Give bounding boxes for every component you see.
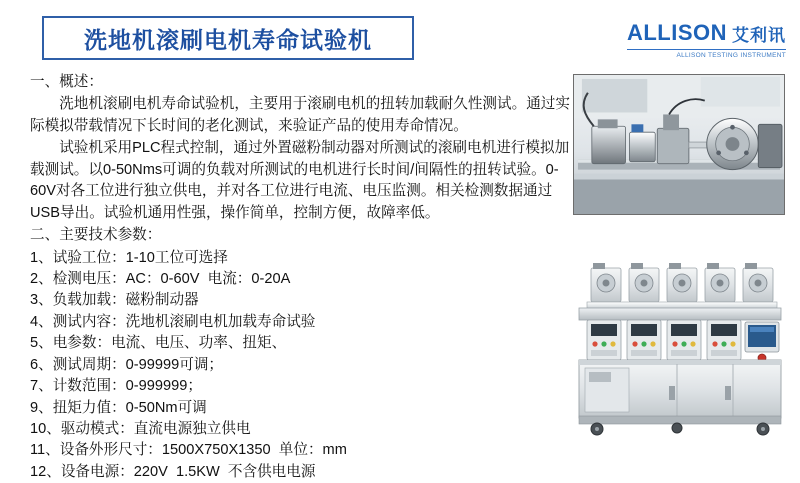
logo-chinese-name: 艾利讯: [732, 27, 786, 44]
page-title: 洗地机滚刷电机寿命试验机: [84, 22, 372, 55]
list-item: 5、电参数：电流、电压、功率、扭矩、: [30, 333, 575, 354]
overview-paragraph-2: 试验机采用PLC程式控制，通过外置磁粉制动器对所测试的滚刷电机进行模拟加载测试。以0-50Nms可调的负载对所测试的电机进行长时间/间隔性的扭转试验。0-60V对各工位进行独立供电，并对各工位进行电流、电压监测。相关检测数据通过USB导出。试验机通用性强，操作简单，控制方便，故障率低。: [30, 138, 575, 224]
page-title-box: [42, 16, 414, 60]
list-item: 9、扭矩力值：0-50Nm可调: [30, 398, 575, 419]
test-rig-closeup-photo: [573, 74, 785, 215]
full-machine-photo: [573, 238, 788, 443]
test-rig-closeup-image: [574, 75, 784, 214]
params-heading: 二、主要技术参数：: [30, 225, 575, 246]
full-machine-image: [573, 238, 788, 443]
list-item: 6、测试周期：0-99999可调；: [30, 355, 575, 376]
list-item: 4、测试内容：洗地机滚刷电机加载寿命试验: [30, 312, 575, 333]
company-logo: [627, 22, 786, 60]
list-item: 1、试验工位：1-10工位可选择: [30, 248, 575, 269]
params-list: [30, 248, 575, 483]
logo-subtitle: ALLISON TESTING INSTRUMENT: [627, 49, 786, 60]
list-item: 2、检测电压：AC：0-60V 电流：0-20A: [30, 269, 575, 290]
body-content: [30, 72, 575, 483]
overview-heading: 一、概述：: [30, 72, 575, 93]
overview-paragraph-1: 洗地机滚刷电机寿命试验机，主要用于滚刷电机的扭转加载耐久性测试。通过实际模拟带载情况下长时间的老化测试，来验证产品的使用寿命情况。: [30, 94, 575, 137]
list-item: 3、负载加载：磁粉制动器: [30, 290, 575, 311]
logo-main-row: [627, 22, 786, 44]
logo-english-name: ALLISON: [627, 22, 727, 44]
list-item: 10、驱动模式：直流电源独立供电: [30, 419, 575, 440]
list-item: 12、设备电源：220V 1.5KW 不含供电电源: [30, 462, 575, 483]
list-item: 7、计数范围：0-999999；: [30, 376, 575, 397]
list-item: 11、设备外形尺寸：1500X750X1350 单位：mm: [30, 440, 575, 461]
